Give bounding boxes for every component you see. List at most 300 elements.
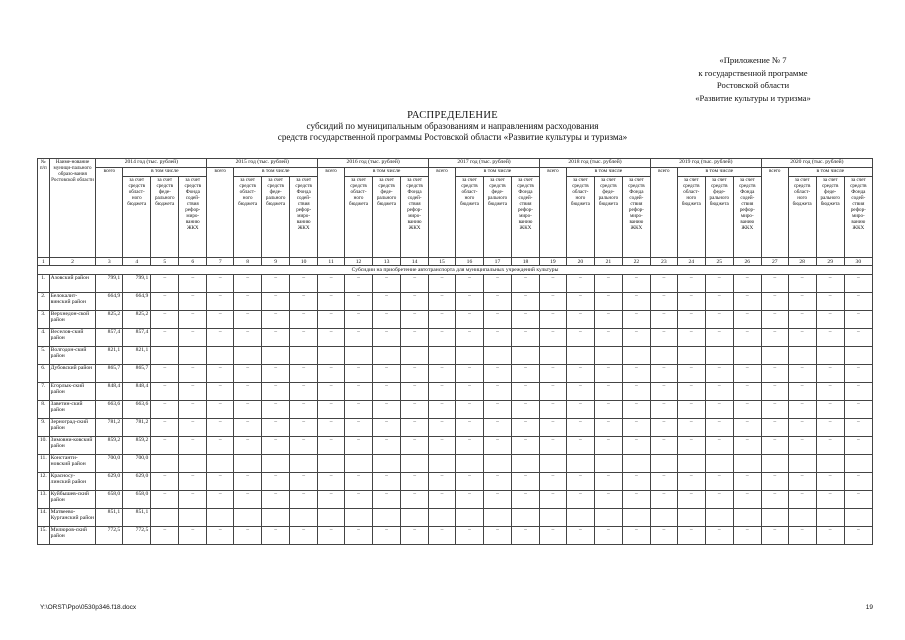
section-row bbox=[38, 266, 873, 275]
header-total: всего bbox=[540, 168, 567, 258]
empty-cell: – bbox=[345, 473, 373, 491]
column-number: 9 bbox=[262, 258, 290, 266]
header-source: за счет средств област-ного бюджета bbox=[455, 177, 483, 258]
total-value: 851,1 bbox=[96, 509, 123, 527]
header-total: всего bbox=[761, 168, 788, 258]
empty-cell: – bbox=[401, 419, 429, 437]
header-source: за счет средств феде-рального бюджета bbox=[705, 177, 733, 258]
empty-cell: – bbox=[816, 401, 844, 419]
empty-cell: – bbox=[429, 491, 456, 509]
empty-cell: – bbox=[207, 527, 234, 545]
empty-cell: – bbox=[844, 383, 872, 401]
header-source: за счет средств Фонда содей-ствия рефор-миро-ванию ЖКХ bbox=[290, 177, 318, 258]
header-total: всего bbox=[429, 168, 456, 258]
empty-cell bbox=[733, 455, 761, 473]
empty-cell: – bbox=[511, 275, 539, 293]
empty-cell bbox=[234, 347, 262, 365]
header-source: за счет средств област-ного бюджета bbox=[566, 177, 594, 258]
empty-cell: – bbox=[234, 437, 262, 455]
appendix-block bbox=[653, 54, 853, 104]
column-number: 16 bbox=[455, 258, 483, 266]
empty-cell: – bbox=[151, 365, 179, 383]
empty-cell: – bbox=[290, 437, 318, 455]
empty-cell: – bbox=[373, 311, 401, 329]
district-name: Зерноград-ский район bbox=[49, 419, 96, 437]
empty-cell: – bbox=[677, 329, 705, 347]
empty-cell: – bbox=[262, 293, 290, 311]
regional-budget-value: 857,4 bbox=[123, 329, 151, 347]
row-number: 4. bbox=[38, 329, 50, 347]
district-name: Волгодон-ский район bbox=[49, 347, 96, 365]
empty-cell bbox=[401, 455, 429, 473]
empty-cell: – bbox=[566, 401, 594, 419]
district-name: Белокалит-винский район bbox=[49, 293, 96, 311]
empty-cell: – bbox=[483, 437, 511, 455]
empty-cell: – bbox=[677, 401, 705, 419]
empty-cell: – bbox=[151, 329, 179, 347]
empty-cell: – bbox=[761, 491, 788, 509]
empty-cell bbox=[151, 455, 179, 473]
empty-cell bbox=[290, 455, 318, 473]
row-number: 12. bbox=[38, 473, 50, 491]
header-year: 2015 год (тыс. рублей) bbox=[207, 159, 318, 168]
empty-cell: – bbox=[622, 293, 650, 311]
empty-cell bbox=[401, 509, 429, 527]
column-number: 29 bbox=[816, 258, 844, 266]
empty-cell: – bbox=[733, 473, 761, 491]
section-title: Субсидии на приобретение автотранспорта для муниципальных учреждений культуры bbox=[38, 266, 873, 275]
empty-cell bbox=[455, 455, 483, 473]
empty-cell: – bbox=[234, 401, 262, 419]
empty-cell: – bbox=[318, 293, 345, 311]
empty-cell: – bbox=[318, 311, 345, 329]
empty-cell: – bbox=[650, 293, 677, 311]
empty-cell: – bbox=[151, 275, 179, 293]
table-row bbox=[38, 419, 873, 437]
empty-cell: – bbox=[816, 383, 844, 401]
header-source: за счет средств Фонда содей-ствия рефор-миро-ванию ЖКХ bbox=[401, 177, 429, 258]
column-number: 27 bbox=[761, 258, 788, 266]
empty-cell: – bbox=[207, 275, 234, 293]
header-year: 2016 год (тыс. рублей) bbox=[318, 159, 429, 168]
empty-cell: – bbox=[844, 275, 872, 293]
header-total: всего bbox=[96, 168, 123, 258]
empty-cell: – bbox=[207, 437, 234, 455]
column-number: 28 bbox=[788, 258, 816, 266]
empty-cell: – bbox=[455, 437, 483, 455]
regional-budget-value: 865,7 bbox=[123, 365, 151, 383]
empty-cell bbox=[566, 347, 594, 365]
empty-cell bbox=[622, 455, 650, 473]
empty-cell: – bbox=[151, 527, 179, 545]
empty-cell: – bbox=[207, 401, 234, 419]
empty-cell: – bbox=[650, 401, 677, 419]
column-number: 20 bbox=[566, 258, 594, 266]
column-number: 14 bbox=[401, 258, 429, 266]
empty-cell: – bbox=[733, 491, 761, 509]
header-source: за счет средств Фонда содей-ствия рефор-миро-ванию ЖКХ bbox=[733, 177, 761, 258]
empty-cell bbox=[262, 347, 290, 365]
header-total: всего bbox=[650, 168, 677, 258]
empty-cell: – bbox=[429, 473, 456, 491]
table-row bbox=[38, 527, 873, 545]
empty-cell: – bbox=[816, 473, 844, 491]
row-number: 9. bbox=[38, 419, 50, 437]
empty-cell bbox=[677, 347, 705, 365]
empty-cell: – bbox=[622, 419, 650, 437]
empty-cell: – bbox=[262, 437, 290, 455]
empty-cell bbox=[373, 509, 401, 527]
empty-cell: – bbox=[844, 311, 872, 329]
empty-cell: – bbox=[401, 527, 429, 545]
empty-cell: – bbox=[234, 275, 262, 293]
table-row bbox=[38, 365, 873, 383]
empty-cell: – bbox=[511, 329, 539, 347]
empty-cell: – bbox=[511, 473, 539, 491]
empty-cell: – bbox=[566, 275, 594, 293]
regional-budget-value: 629,0 bbox=[123, 473, 151, 491]
empty-cell: – bbox=[429, 401, 456, 419]
empty-cell bbox=[207, 455, 234, 473]
empty-cell: – bbox=[594, 491, 622, 509]
empty-cell: – bbox=[705, 365, 733, 383]
empty-cell: – bbox=[594, 383, 622, 401]
empty-cell: – bbox=[179, 401, 207, 419]
empty-cell: – bbox=[290, 365, 318, 383]
empty-cell: – bbox=[345, 491, 373, 509]
header-source: за счет средств феде-рального бюджета bbox=[594, 177, 622, 258]
empty-cell: – bbox=[650, 329, 677, 347]
empty-cell: – bbox=[234, 329, 262, 347]
column-number: 11 bbox=[318, 258, 345, 266]
empty-cell: – bbox=[788, 293, 816, 311]
empty-cell: – bbox=[401, 329, 429, 347]
empty-cell: – bbox=[207, 293, 234, 311]
column-number: 1 bbox=[38, 258, 50, 266]
empty-cell bbox=[455, 509, 483, 527]
empty-cell: – bbox=[788, 365, 816, 383]
empty-cell: – bbox=[566, 473, 594, 491]
empty-cell: – bbox=[207, 419, 234, 437]
empty-cell: – bbox=[511, 527, 539, 545]
empty-cell: – bbox=[511, 365, 539, 383]
header-year: 2018 год (тыс. рублей) bbox=[540, 159, 651, 168]
column-number: 3 bbox=[96, 258, 123, 266]
empty-cell: – bbox=[179, 383, 207, 401]
district-name: Константи-новский район bbox=[49, 455, 96, 473]
empty-cell bbox=[234, 455, 262, 473]
empty-cell: – bbox=[511, 383, 539, 401]
regional-budget-value: 851,1 bbox=[123, 509, 151, 527]
table-row bbox=[38, 311, 873, 329]
empty-cell: – bbox=[511, 293, 539, 311]
empty-cell: – bbox=[455, 293, 483, 311]
empty-cell: – bbox=[290, 293, 318, 311]
empty-cell bbox=[594, 347, 622, 365]
empty-cell: – bbox=[816, 419, 844, 437]
empty-cell: – bbox=[234, 527, 262, 545]
regional-budget-value: 664,9 bbox=[123, 293, 151, 311]
empty-cell bbox=[816, 509, 844, 527]
empty-cell: – bbox=[705, 437, 733, 455]
header-incl: в том числе bbox=[123, 168, 207, 177]
row-number: 11. bbox=[38, 455, 50, 473]
empty-cell bbox=[844, 509, 872, 527]
empty-cell bbox=[262, 455, 290, 473]
column-number: 17 bbox=[483, 258, 511, 266]
empty-cell: – bbox=[207, 473, 234, 491]
header-year: 2017 год (тыс. рублей) bbox=[429, 159, 540, 168]
empty-cell: – bbox=[761, 401, 788, 419]
row-number: 3. bbox=[38, 311, 50, 329]
empty-cell: – bbox=[594, 437, 622, 455]
empty-cell: – bbox=[677, 473, 705, 491]
empty-cell: – bbox=[788, 383, 816, 401]
empty-cell bbox=[594, 455, 622, 473]
empty-cell: – bbox=[761, 419, 788, 437]
empty-cell bbox=[345, 347, 373, 365]
empty-cell: – bbox=[705, 419, 733, 437]
empty-cell bbox=[401, 347, 429, 365]
header-total: всего bbox=[318, 168, 345, 258]
empty-cell bbox=[622, 347, 650, 365]
empty-cell bbox=[594, 509, 622, 527]
table-row bbox=[38, 473, 873, 491]
header-row-sources bbox=[38, 177, 873, 258]
empty-cell: – bbox=[844, 293, 872, 311]
empty-cell: – bbox=[816, 437, 844, 455]
empty-cell: – bbox=[429, 275, 456, 293]
appendix-line: к государственной программе bbox=[698, 67, 808, 78]
empty-cell: – bbox=[816, 293, 844, 311]
empty-cell: – bbox=[318, 527, 345, 545]
district-name: Матвеево-Курганский район bbox=[49, 509, 96, 527]
row-number: 14. bbox=[38, 509, 50, 527]
total-value: 781,2 bbox=[96, 419, 123, 437]
empty-cell: – bbox=[733, 275, 761, 293]
empty-cell: – bbox=[511, 311, 539, 329]
row-number: 15. bbox=[38, 527, 50, 545]
empty-cell: – bbox=[262, 491, 290, 509]
column-number: 7 bbox=[207, 258, 234, 266]
empty-cell: – bbox=[373, 275, 401, 293]
empty-cell: – bbox=[650, 527, 677, 545]
empty-cell: – bbox=[788, 437, 816, 455]
header-source: за счет средств област-ного бюджета bbox=[123, 177, 151, 258]
empty-cell: – bbox=[594, 527, 622, 545]
empty-cell: – bbox=[566, 437, 594, 455]
empty-cell bbox=[207, 347, 234, 365]
empty-cell: – bbox=[373, 419, 401, 437]
empty-cell: – bbox=[816, 329, 844, 347]
empty-cell: – bbox=[733, 329, 761, 347]
empty-cell: – bbox=[650, 437, 677, 455]
empty-cell: – bbox=[318, 473, 345, 491]
header-source: за счет средств феде-рального бюджета bbox=[483, 177, 511, 258]
empty-cell bbox=[761, 455, 788, 473]
empty-cell: – bbox=[761, 365, 788, 383]
empty-cell: – bbox=[733, 527, 761, 545]
table-row bbox=[38, 275, 873, 293]
empty-cell bbox=[705, 347, 733, 365]
district-name: Егорлык-ский район bbox=[49, 383, 96, 401]
empty-cell: – bbox=[290, 329, 318, 347]
empty-cell bbox=[844, 455, 872, 473]
empty-cell: – bbox=[844, 419, 872, 437]
row-number: 2. bbox=[38, 293, 50, 311]
empty-cell bbox=[816, 347, 844, 365]
empty-cell: – bbox=[650, 311, 677, 329]
empty-cell: – bbox=[761, 473, 788, 491]
empty-cell bbox=[650, 455, 677, 473]
regional-budget-value: 658,0 bbox=[123, 491, 151, 509]
empty-cell bbox=[290, 347, 318, 365]
empty-cell: – bbox=[262, 329, 290, 347]
empty-cell: – bbox=[540, 419, 567, 437]
empty-cell: – bbox=[677, 311, 705, 329]
empty-cell: – bbox=[151, 437, 179, 455]
header-incl: в том числе bbox=[455, 168, 539, 177]
column-number: 12 bbox=[345, 258, 373, 266]
empty-cell: – bbox=[262, 473, 290, 491]
empty-cell: – bbox=[677, 293, 705, 311]
empty-cell: – bbox=[455, 401, 483, 419]
empty-cell: – bbox=[540, 329, 567, 347]
empty-cell: – bbox=[483, 329, 511, 347]
empty-cell bbox=[622, 509, 650, 527]
empty-cell bbox=[318, 509, 345, 527]
table-row bbox=[38, 293, 873, 311]
empty-cell bbox=[511, 509, 539, 527]
empty-cell: – bbox=[290, 401, 318, 419]
empty-cell: – bbox=[290, 311, 318, 329]
empty-cell: – bbox=[594, 419, 622, 437]
header-source: за счет средств феде-рального бюджета bbox=[816, 177, 844, 258]
header-no: № п/п bbox=[38, 159, 50, 258]
empty-cell bbox=[262, 509, 290, 527]
empty-cell: – bbox=[207, 491, 234, 509]
empty-cell: – bbox=[761, 527, 788, 545]
empty-cell: – bbox=[455, 473, 483, 491]
empty-cell: – bbox=[318, 383, 345, 401]
header-incl: в том числе bbox=[788, 168, 872, 177]
empty-cell: – bbox=[373, 365, 401, 383]
empty-cell bbox=[151, 509, 179, 527]
empty-cell: – bbox=[594, 401, 622, 419]
empty-cell: – bbox=[788, 491, 816, 509]
empty-cell: – bbox=[816, 491, 844, 509]
appendix-line: «Развитие культуры и туризма» bbox=[695, 92, 811, 103]
empty-cell: – bbox=[540, 383, 567, 401]
empty-cell: – bbox=[290, 473, 318, 491]
empty-cell bbox=[566, 455, 594, 473]
empty-cell: – bbox=[455, 527, 483, 545]
empty-cell: – bbox=[290, 491, 318, 509]
empty-cell: – bbox=[151, 491, 179, 509]
empty-cell: – bbox=[373, 293, 401, 311]
table-row bbox=[38, 491, 873, 509]
header-source: за счет средств Фонда содей-ствия рефор-миро-ванию ЖКХ bbox=[622, 177, 650, 258]
regional-budget-value: 799,1 bbox=[123, 275, 151, 293]
empty-cell: – bbox=[816, 365, 844, 383]
empty-cell: – bbox=[705, 293, 733, 311]
row-number: 1. bbox=[38, 275, 50, 293]
empty-cell: – bbox=[650, 419, 677, 437]
empty-cell: – bbox=[151, 383, 179, 401]
title-heading: РАСПРЕДЕЛЕНИЕ bbox=[407, 110, 498, 121]
empty-cell: – bbox=[816, 311, 844, 329]
empty-cell: – bbox=[511, 491, 539, 509]
empty-cell: – bbox=[705, 311, 733, 329]
empty-cell bbox=[844, 347, 872, 365]
empty-cell: – bbox=[234, 419, 262, 437]
empty-cell: – bbox=[179, 365, 207, 383]
column-number: 2 bbox=[49, 258, 96, 266]
total-value: 821,1 bbox=[96, 347, 123, 365]
empty-cell bbox=[483, 347, 511, 365]
empty-cell bbox=[373, 347, 401, 365]
empty-cell: – bbox=[677, 419, 705, 437]
column-number: 23 bbox=[650, 258, 677, 266]
empty-cell: – bbox=[844, 437, 872, 455]
empty-cell: – bbox=[234, 311, 262, 329]
empty-cell: – bbox=[511, 401, 539, 419]
empty-cell: – bbox=[401, 437, 429, 455]
empty-cell: – bbox=[483, 293, 511, 311]
empty-cell: – bbox=[345, 437, 373, 455]
empty-cell bbox=[483, 455, 511, 473]
empty-cell bbox=[179, 347, 207, 365]
empty-cell: – bbox=[622, 383, 650, 401]
header-name: Наиме-нование муници-пального образо-вания Ростовской области bbox=[49, 159, 96, 258]
empty-cell bbox=[511, 347, 539, 365]
empty-cell: – bbox=[566, 527, 594, 545]
column-number: 6 bbox=[179, 258, 207, 266]
column-number: 5 bbox=[151, 258, 179, 266]
district-name: Зимовни-ковский район bbox=[49, 437, 96, 455]
empty-cell: – bbox=[262, 527, 290, 545]
empty-cell: – bbox=[234, 365, 262, 383]
header-row-incl bbox=[38, 168, 873, 177]
total-value: 825,2 bbox=[96, 311, 123, 329]
empty-cell bbox=[318, 347, 345, 365]
empty-cell: – bbox=[540, 473, 567, 491]
column-number: 26 bbox=[733, 258, 761, 266]
header-source: за счет средств област-ного бюджета bbox=[788, 177, 816, 258]
empty-cell: – bbox=[483, 419, 511, 437]
header-source: за счет средств област-ного бюджета bbox=[234, 177, 262, 258]
empty-cell: – bbox=[318, 419, 345, 437]
district-name: Красносу-линский район bbox=[49, 473, 96, 491]
empty-cell: – bbox=[650, 365, 677, 383]
empty-cell: – bbox=[540, 401, 567, 419]
empty-cell: – bbox=[455, 419, 483, 437]
empty-cell bbox=[566, 509, 594, 527]
empty-cell: – bbox=[594, 365, 622, 383]
empty-cell: – bbox=[705, 401, 733, 419]
empty-cell bbox=[761, 509, 788, 527]
header-source: за счет средств Фонда содей-ствия рефор-миро-ванию ЖКХ bbox=[511, 177, 539, 258]
empty-cell: – bbox=[318, 437, 345, 455]
empty-cell bbox=[677, 509, 705, 527]
empty-cell: – bbox=[566, 293, 594, 311]
column-number: 8 bbox=[234, 258, 262, 266]
table-row bbox=[38, 347, 873, 365]
empty-cell: – bbox=[429, 293, 456, 311]
row-number: 6. bbox=[38, 365, 50, 383]
empty-cell: – bbox=[262, 419, 290, 437]
distribution-table bbox=[37, 158, 873, 545]
